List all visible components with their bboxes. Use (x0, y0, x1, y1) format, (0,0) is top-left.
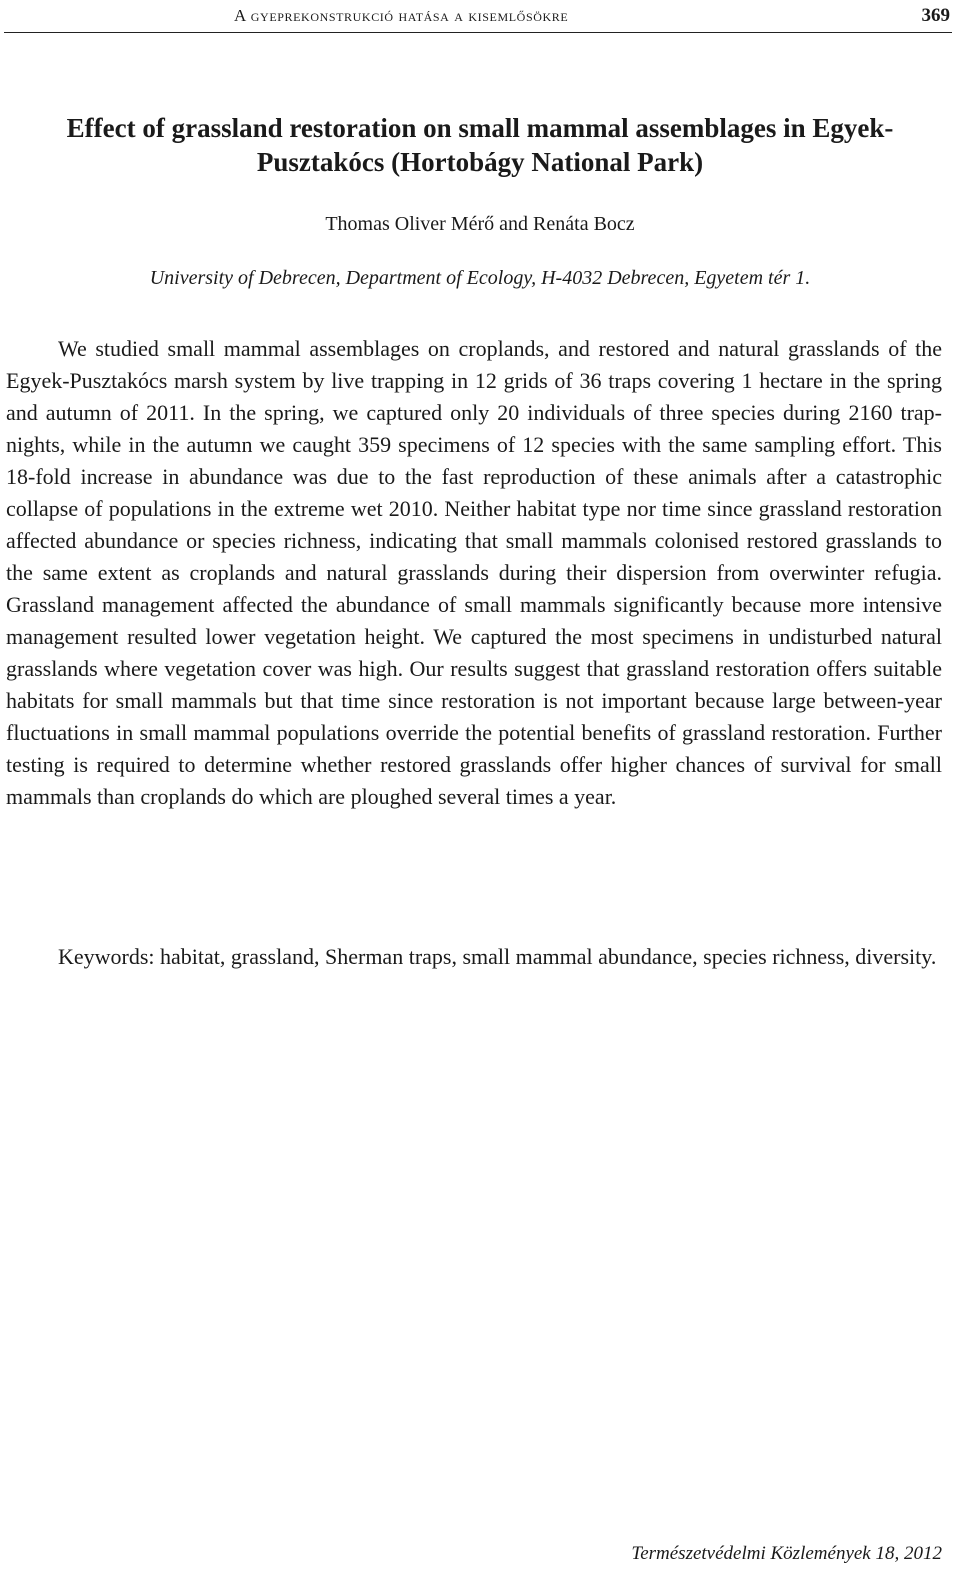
article-authors: Thomas Oliver Mérő and Renáta Bocz (325, 213, 635, 235)
running-title: A gyeprekonstrukció hatása a kisemlősökre (234, 6, 569, 25)
article-title: Effect of grassland restoration on small mammal assemblages in Egyek-Pusztakócs (Hortobágy National Park) (66, 113, 894, 177)
author-affiliation: University of Debrecen, Department of Ecology, H-4032 Debrecen, Egyetem tér 1. (149, 267, 811, 289)
abstract-text: We studied small mammal assemblages on croplands, and restored and natural grasslands of the Egyek-Pusztakócs marsh system by live trapping in 12 grids of 36 traps covering 1 hectare in the spring and autumn of 2011. In the spring, we captured only 20 individuals of three species during 2160 trap-nights, while in the autumn we caught 359 specimens of 12 species with the same sampling effort. This 18-fold increase in abundance was due to the fast reproduction of these animals after a catastrophic collapse of populations in the extreme wet 2010. Neither habitat type nor time since grassland restoration affected abundance or species richness, indicating that small mammals colonised restored grasslands to the same extent as croplands and natural grasslands during their dispersion from overwinter refugia. Grassland management affected the abundance of small mammals significantly because more intensive management resulted lower vegetation height. We captured the most specimens in undisturbed natural grasslands where vegetation cover was high. Our results suggest that grassland restoration offers suitable habitats for small mammals but that time since restoration is not important because large between-year fluctuations in small mammal populations override the potential benefits of grassland restoration. Further testing is required to determine whether restored grasslands offer higher chances of survival for small mammals than croplands do which are ploughed several times a year. (6, 336, 942, 809)
running-header (4, 0, 952, 33)
page-number: 369 (921, 5, 950, 26)
keywords-text: Keywords: habitat, grassland, Sherman traps, small mammal abundance, species richness, diversity. (58, 944, 937, 969)
journal-footer: Természetvédelmi Közlemények 18, 2012 (631, 1543, 942, 1564)
